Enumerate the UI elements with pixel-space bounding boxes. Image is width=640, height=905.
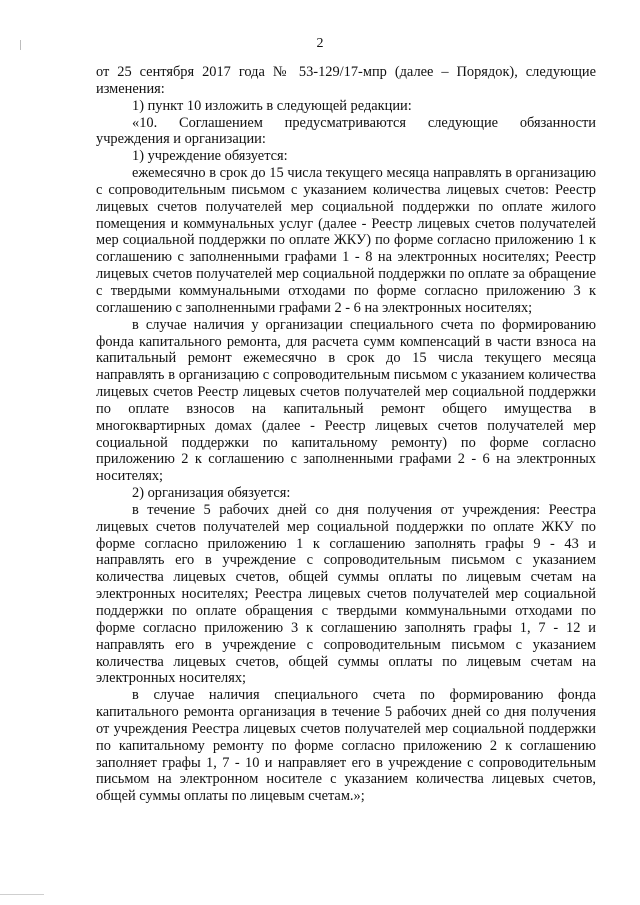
paragraph-organization-obligations: 2) организация обязуется:	[132, 485, 291, 502]
paragraph-institution-obligations: 1) учреждение обязуется:	[132, 148, 288, 165]
paragraph-intro: от 25 сентября 2017 года № 53-129/17-мпр (далее – Порядок), следующие изменения:	[96, 64, 596, 97]
paragraph-special-account: в случае наличия специального счета по формированию фонда капитального ремонта организация в течение 5 рабочих дней со дня получения от учреждения Реестра лицевых счетов получателей мер социальной поддержки по капитальному ремонту по форме согласно приложению 2 к соглашению заполняет графы 1, 7 - 10 и направляет его в учреждение с сопроводительным письмом на электронном носителе с указанием количества лицевых счетов, общей суммы оплаты по лицевым счетам.»;	[96, 687, 596, 805]
paragraph-five-days: в течение 5 рабочих дней со дня получения от учреждения: Реестра лицевых счетов получателей мер социальной поддержки по оплате ЖКУ по форме согласно приложению 1 к соглашению заполнять графы 9 - 43 и направлять его в учреждение с сопроводительным письмом с указанием количества лицевых счетов, общей суммы оплаты по лицевым счетам на электронных носителях; Реестра лицевых счетов получателей мер социальной поддержки по оплате обращения с твердыми коммунальными отходами по форме согласно приложению 3 к соглашению заполнять графы 1, 7 - 12 и направлять его в учреждение с сопроводительным письмом с указанием количества лицевых счетов, общей суммы оплаты по лицевым счетам на электронных носителях;	[96, 501, 596, 687]
page-number: 2	[316, 36, 324, 51]
paragraph-clause-10: «10. Соглашением предусматриваются следующие обязанности учреждения и организации:	[96, 114, 596, 148]
scan-artifact-bottom	[0, 894, 44, 895]
paragraph-capital-repair: в случае наличия у организации специального счета по формированию фонда капитального ремонта, для расчета сумм компенсаций в части взноса на капитальный ремонт ежемесячно в срок до 15 числа текущего месяца направлять в организацию с сопроводительным письмом с указанием количества лицевых счетов Реестр лицевых счетов получателей мер социальной поддержки по оплате взносов на капитальный ремонт общего имущества в многоквартирных домах (далее - Реестр лицевых счетов получателей мер социальной поддержки по капитальному ремонту) по форме согласно приложению 2 к соглашению с заполненными графами 2 - 6 на электронных носителях;	[96, 316, 596, 485]
paragraph-item-1: 1) пункт 10 изложить в следующей редакции:	[132, 97, 412, 114]
paragraph-monthly-registry: ежемесячно в срок до 15 числа текущего месяца направлять в организацию с сопроводительным письмом с указанием количества лицевых счетов: Реестр лицевых счетов получателей мер социальной поддержки по оплате жилого помещения и коммунальных услуг (далее - Реестр лицевых счетов получателей мер социальной поддержки по оплате ЖКУ) по форме согласно приложению 1 к соглашению с заполненными графами 1 - 8 на электронных носителях; Реестр лицевых счетов получателей мер социальной поддержки по оплате за обращение с твердыми коммунальными отходами по форме согласно приложению 3 к соглашению с заполненными графами 2 - 6 на электронных носителях;	[96, 165, 596, 316]
document-body	[96, 64, 596, 805]
